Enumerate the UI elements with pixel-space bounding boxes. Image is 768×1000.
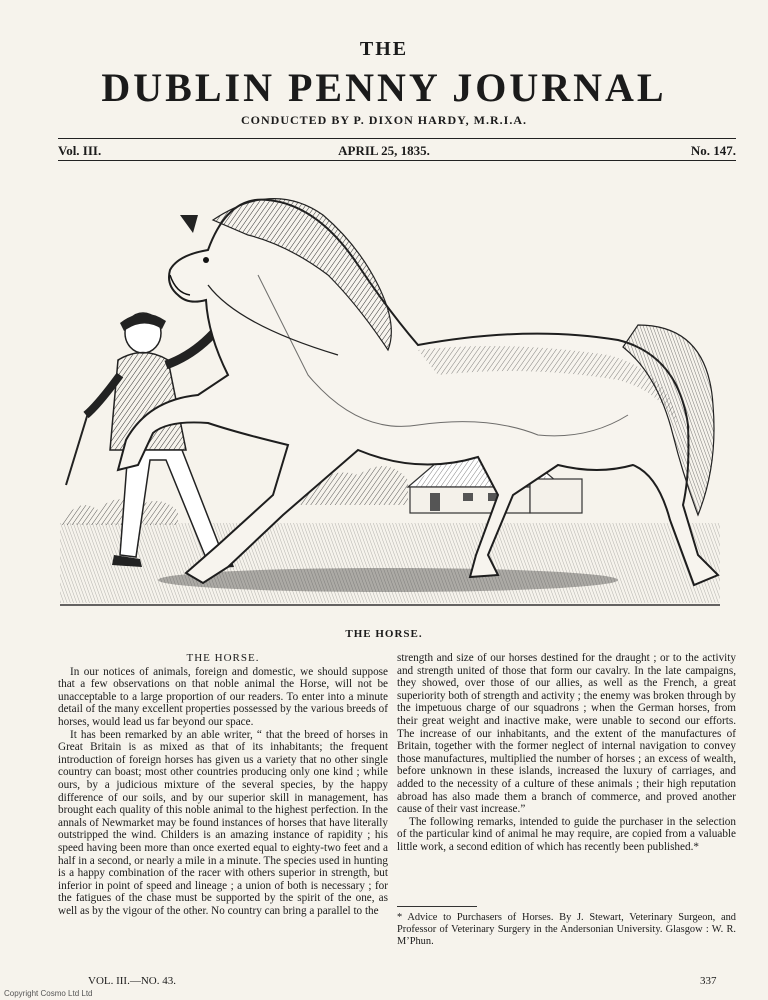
copyright-watermark: Copyright Cosmo Ltd Ltd [4,989,93,998]
article-paragraph: It has been remarked by an able writer, “ that the breed of horses in Great Britain is as mixed as that of its inhabitants; the frequent introduction of foreign horses has given us a variety that no other single country can boast; most other countries producing only one kind ; while ours, by a judicious mixture of the several species, by the happy difference of our soils, and by our superior skill in management, has brought each quality of this noble animal to the highest perfection. In the annals of Newmarket may be found instances of horses that have literally outstripped the wind. Childers is an amazing instance of rapidity ; his speed having been more than once exerted equal to eighty-two feet and a half in a second, or nearly a mile in a minute. The species used in hunting is a happy combination of the racer with others superior in strength, but inferior in point of speed and lineage ; a union of both is necessary ; for the fatigues of the chase must be supported by the spirit of the one, as well as by the vigour of the other. No country can bring a parallel to the [58,728,388,917]
article-paragraph: In our notices of animals, foreign and domestic, we should suppose that a few observations on that noble animal the Horse, will not be unacceptable to a large proportion of our readers. To enter into a minute detail of the many excellent properties possessed by the various breeds of horses, would lead us far beyond our space. [58,665,388,728]
header-rule-top [58,138,736,139]
journal-title: DUBLIN PENNY JOURNAL [101,65,667,110]
ground [60,523,720,605]
article-paragraph: The following remarks, intended to guide the purchaser in the selection of the particular kind of animal he may require, are copied from a valuable little work, a second edition of which has recently been published.* [397,815,736,853]
page-number: 337 [700,975,717,987]
issue-date: APRIL 25, 1835. [338,143,430,158]
article-column-left [58,652,388,917]
footnote-rule [397,906,477,907]
signature-mark: VOL. III.—NO. 43. [88,975,176,987]
article-column-right [397,652,736,854]
illustration-caption: THE HORSE. [345,628,423,640]
trees [60,466,408,525]
issue-number: No. 147. [690,143,736,158]
conductor-line: CONDUCTED BY P. DIXON HARDY, M.R.I.A. [240,113,528,127]
header-rule-bottom [58,160,736,161]
article-heading: THE HORSE. [186,652,260,664]
article-paragraph: strength and size of our horses destined for the draught ; or to the activity and strength united of those that form our cavalry. In the late campaigns, they showed, over those of our allies, as well as the French, a great superiority both of strength and activity ; the enemy was broken through by the impetuous charge of our squadrons ; when the German horses, from their great weight and inactive make, were unable to second our efforts. The increase of our inhabitants, and the extent of the manufactures of Britain, together with the former neglect of internal navigation to convey those manufactures, multiplied the number of horses ; an excess of wealth, before unknown in these islands, increased the luxury of carriages, and added to the necessity of a culture of these animals ; their high reputation abroad has also made them a branch of commerce, and proved another cause of their vast increase.” [397,652,736,816]
horse-engraving [58,175,723,615]
footnote: * Advice to Purchasers of Horses. By J. Stewart, Veterinary Surgeon, and Professor of Veterinary Surgery in the Andersonian University. Glasgow : W. R. M’Phun. [397,912,736,947]
masthead-the: THE [359,38,409,60]
volume-label: Vol. III. [58,143,102,158]
